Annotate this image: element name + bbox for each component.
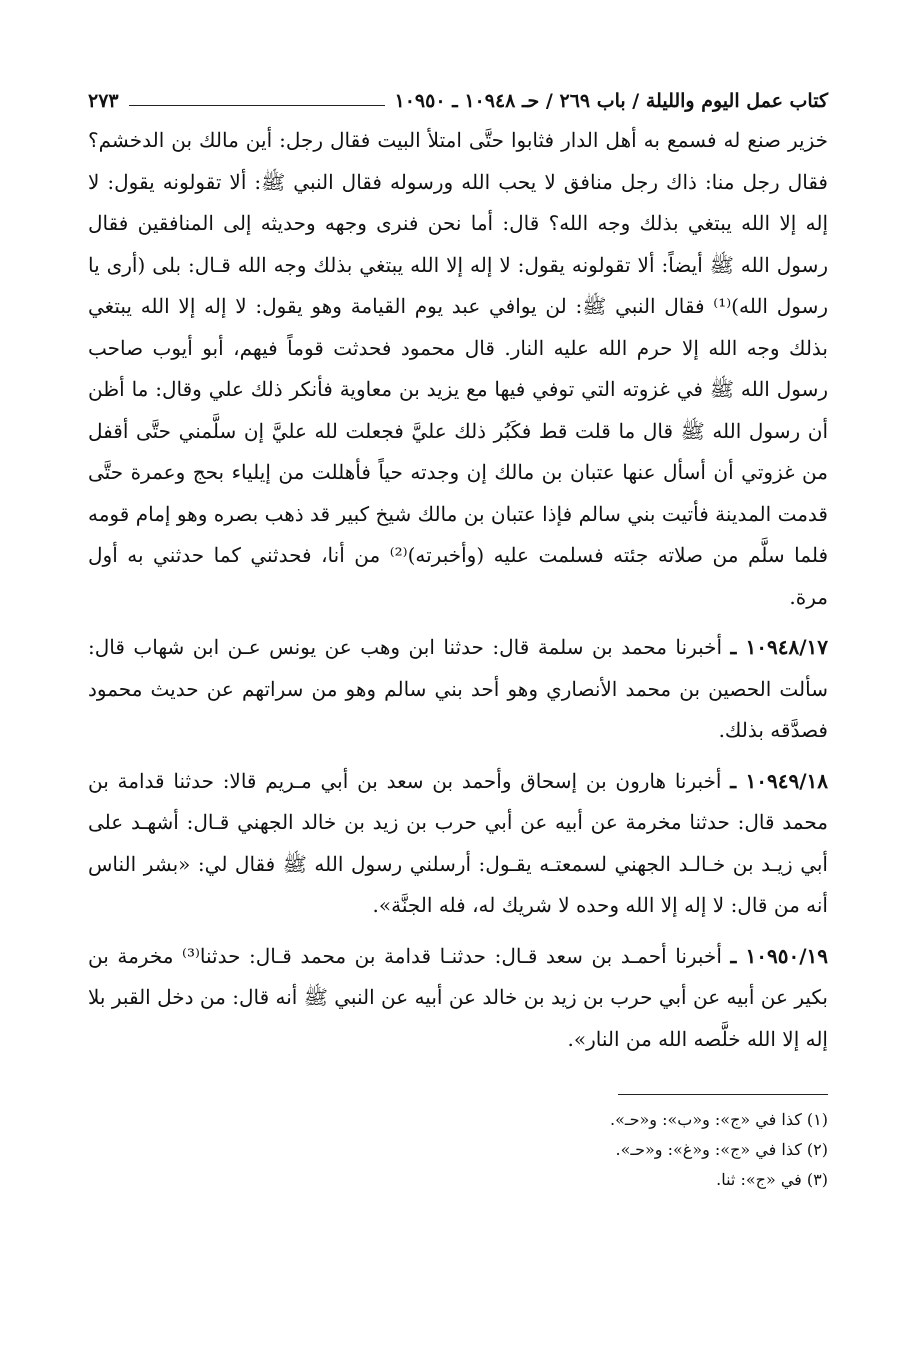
paragraph-text: أخبرنا هارون بن إسحاق وأحمد بن سعد بن أبي مـريم قالا: حدثنا قدامة بن محمد قال: حدثنا مخرمة عن أبيه عن أبي حرب بن زيد بن خالد الجهني قـال: أشهـد على أبي زيـد بن خـالـد الجهني لسمعتـه يقـول: أرسلني رسول الله ﷺ فقال لي: «بشر الناس أنه من قال: لا إله إلا الله وحده لا شريك له، فله الجنَّة».: [88, 768, 828, 917]
hadith-paragraph: [88, 120, 828, 618]
hadith-number: ١٠٩٥٠/١٩ ـ: [730, 943, 828, 968]
paragraph-text: أخبرنا أحمـد بن سعد قـال: حدثنـا قدامة بن محمد قـال: حدثنا⁽³⁾ مخرمة بن بكير عن أبيه عن أبي حرب بن زيد بن خالد عن أبيه عن النبي ﷺ أنه قال: من دخل القبر بلا إله إلا الله خلَّصه الله من النار».: [88, 943, 828, 1051]
page-number: ٢٧٣: [88, 90, 119, 112]
footnotes: [88, 1105, 828, 1195]
footnote: (٢) كذا في «ج»: و«غ»: و«حـ».: [615, 1140, 828, 1159]
body-text: [88, 120, 828, 1060]
hadith-paragraph: [88, 627, 828, 752]
footnote-separator: [618, 1094, 828, 1095]
book-page: [88, 78, 828, 1328]
header-rule: [129, 105, 385, 106]
hadith-number: ١٠٩٤٨/١٧ ـ: [730, 635, 828, 659]
footnote: (١) كذا في «ج»: و«ب»: و«حـ».: [610, 1110, 828, 1129]
running-header: [88, 78, 828, 112]
running-header-title: كتاب عمل اليوم والليلة / باب ٢٦٩ / حـ ١٠٩٤٨ ـ ١٠٩٥٠: [394, 90, 828, 112]
hadith-number: ١٠٩٤٩/١٨ ـ: [730, 768, 829, 793]
footnote: (٣) في «ج»: ثنا.: [716, 1170, 828, 1189]
paragraph-text: خزير صنع له فسمع به أهل الدار فثابوا حتَّى امتلأ البيت فقال رجل: أين مالك بن الدخشم؟ فقال رجل منا: ذاك رجل منافق لا يحب الله ورسوله فقال النبي ﷺ: ألا تقولونه يقول: لا إله إلا الله يبتغي بذلك وجه الله؟ قال: أما نحن فنرى وجهه وحديثه إلى المنافقين فقال رسول الله ﷺ أيضاً: ألا تقولونه يقول: لا إله إلا الله يبتغي بذلك وجه الله قـال: بلى (أرى يا رسول الله)⁽¹⁾ فقال النبي ﷺ: لن يوافي عبد يوم القيامة وهو يقول: لا إله إلا الله يبتغي بذلك وجه الله إلا حرم الله عليه النار. قال محمود فحدثت قوماً فيهم، أبو أيوب صاحب رسول الله ﷺ في غزوته التي توفي فيها مع يزيد بن معاوية فأنكر ذلك علي وقال: ما أظن أن رسول الله ﷺ قال ما قلت قط فكَبُر ذلك عليَّ فجعلت لله عليَّ إن سلَّمني حتَّى أقفل من غزوتي أن أسأل عنها عتبان بن مالك إن وجدته حياً فأهللت من إيلياء بحج وعمرة حتَّى قدمت المدينة فأتيت بني سالم فإذا عتبان بن مالك شيخ كبير قد ذهب بصره وهو إمام قومه فلما سلَّم من صلاته جئته فسلمت عليه (وأخبرته)⁽²⁾ من أنا، فحدثني كما حدثني به أول مرة.: [88, 128, 829, 609]
hadith-paragraph: [88, 936, 828, 1061]
paragraph-text: أخبرنا محمد بن سلمة قال: حدثنا ابن وهب عن يونس عـن ابن شهاب قال: سألت الحصين بن محمد الأنصاري وهو أحد بني سالم وهو من سراتهم عن حديث محمود فصدَّقه بذلك.: [88, 635, 828, 742]
hadith-paragraph: [88, 761, 828, 927]
